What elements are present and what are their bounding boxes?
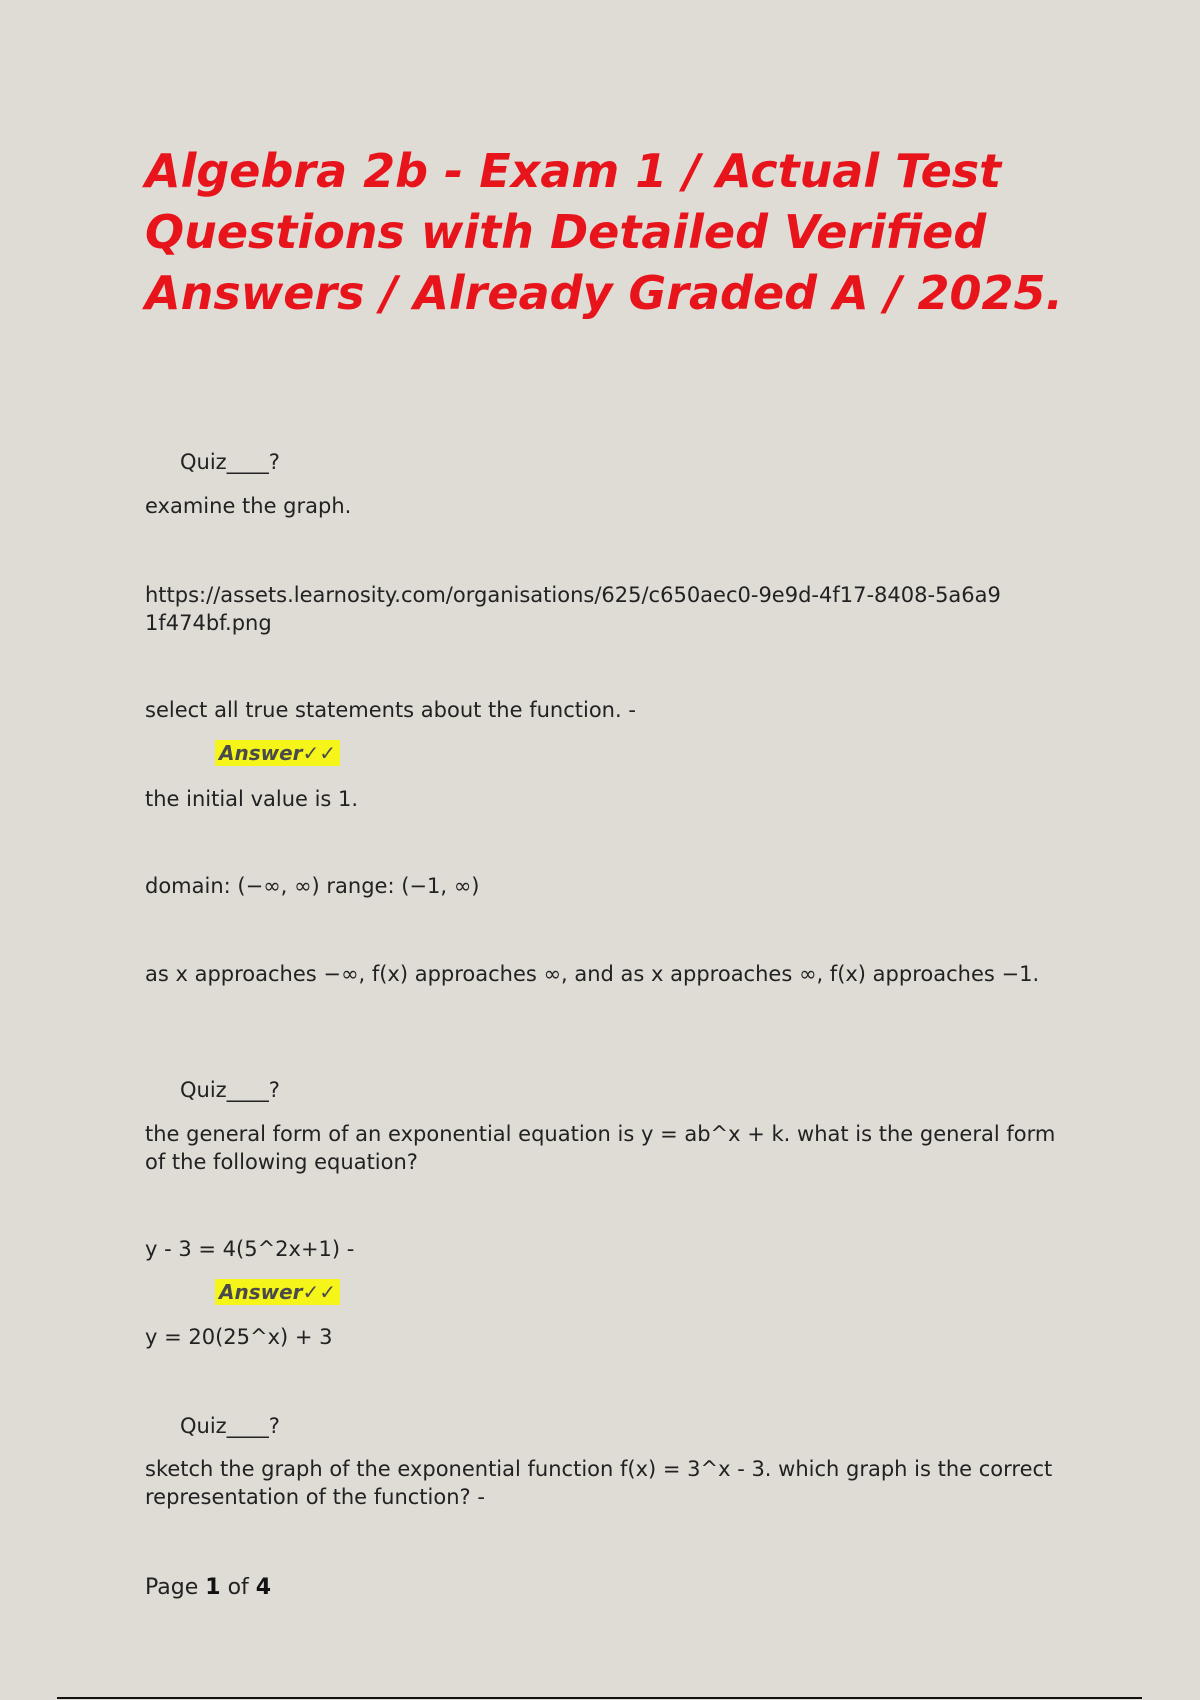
answer-badge-2: Answer✓✓ — [215, 1279, 340, 1305]
question-1-answer-2: domain: (−∞, ∞) range: (−1, ∞) — [145, 874, 480, 898]
question-1-instruction: select all true statements about the function. - — [145, 698, 636, 722]
question-1-answer-3: as x approaches −∞, f(x) approaches ∞, and as x approaches ∞, f(x) approaches −1. — [145, 962, 1040, 986]
question-1-image-url: https://assets.learnosity.com/organisations/625/c650aec0-9e9d-4f17-8408-5a6a91f474bf.png — [145, 583, 1001, 635]
question-3-prompt: sketch the graph of the exponential function f(x) = 3^x - 3. which graph is the correct representation of the function? - — [145, 1457, 1053, 1509]
quiz-label-1: Quiz____? — [180, 450, 280, 474]
question-1-prompt: examine the graph. — [145, 494, 352, 518]
footer-total-pages: 4 — [255, 1575, 272, 1600]
footer-of-word: of — [227, 1575, 249, 1600]
question-1-answer-1: the initial value is 1. — [145, 787, 359, 811]
page-footer — [145, 1574, 271, 1602]
footer-current-page: 1 — [205, 1575, 221, 1600]
quiz-label-3: Quiz____? — [180, 1414, 280, 1438]
question-2-equation: y - 3 = 4(5^2x+1) - — [145, 1237, 355, 1261]
page-bottom-rule — [57, 1697, 1142, 1699]
question-2-prompt: the general form of an exponential equation is y = ab^x + k. what is the general form of the following equation? — [145, 1122, 1056, 1174]
footer-page-word: Page — [145, 1575, 199, 1600]
quiz-label-2: Quiz____? — [180, 1078, 280, 1102]
answer-badge-1: Answer✓✓ — [215, 740, 340, 766]
document-title: Algebra 2b - Exam 1 / Actual Test Questions with Detailed Verified Answers / Already Graded A / 2025. — [145, 144, 1064, 320]
question-2-answer: y = 20(25^x) + 3 — [145, 1325, 333, 1349]
